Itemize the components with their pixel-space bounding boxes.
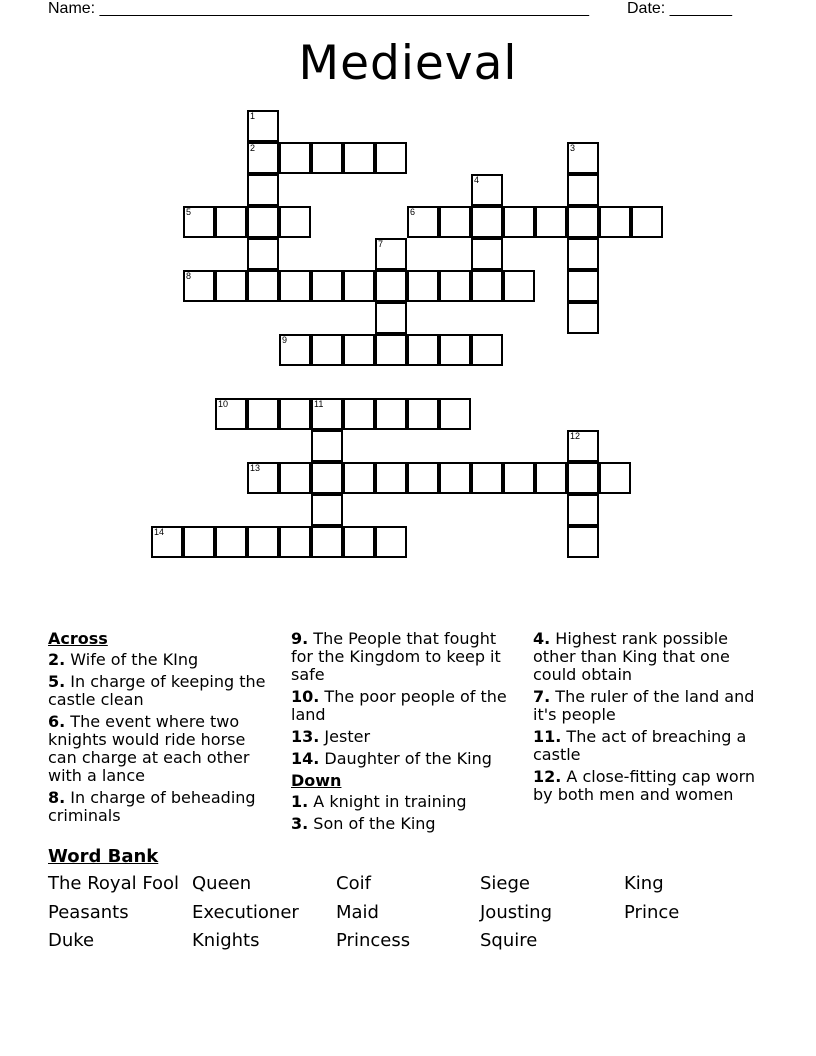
grid-cell[interactable] xyxy=(407,334,439,366)
across-clue-list xyxy=(48,651,278,825)
grid-cell[interactable] xyxy=(215,270,247,302)
clue-item xyxy=(291,750,523,768)
grid-cell[interactable] xyxy=(183,526,215,558)
grid-cell[interactable] xyxy=(375,334,407,366)
clue-number: 11 xyxy=(314,399,324,409)
clue-number: 5 xyxy=(186,207,192,217)
clue-item-text: Highest rank possible other than King that one could obtain xyxy=(533,629,730,684)
clues-column-1 xyxy=(48,630,278,829)
clue-number: 9 xyxy=(282,335,288,345)
clue-item xyxy=(533,728,768,764)
grid-cell[interactable] xyxy=(343,398,375,430)
clue-item-text: The poor people of the land xyxy=(291,687,507,724)
word-bank-item: Siege xyxy=(480,873,531,894)
grid-cell[interactable] xyxy=(567,270,599,302)
grid-cell[interactable] xyxy=(439,270,471,302)
grid-cell[interactable] xyxy=(279,270,311,302)
grid-cell[interactable] xyxy=(407,398,439,430)
grid-cell[interactable] xyxy=(215,206,247,238)
clue-number: 10 xyxy=(218,399,229,409)
grid-cell[interactable] xyxy=(567,462,599,494)
grid-cell[interactable] xyxy=(151,526,183,558)
grid-cell[interactable] xyxy=(535,206,567,238)
clue-item-number: 14. xyxy=(291,749,320,768)
word-bank-item: Prince xyxy=(624,902,680,923)
down-heading: Down xyxy=(291,771,342,790)
clue-number: 13 xyxy=(250,463,261,473)
clue-number: 12 xyxy=(570,431,581,441)
clue-number: 14 xyxy=(154,527,165,537)
grid-cell[interactable] xyxy=(375,238,407,270)
grid-cell[interactable] xyxy=(247,398,279,430)
grid-cell[interactable] xyxy=(567,302,599,334)
grid-cell[interactable] xyxy=(311,398,343,430)
clue-number: 6 xyxy=(410,207,416,217)
clue-item-number: 6. xyxy=(48,712,66,731)
clue-item-number: 10. xyxy=(291,687,320,706)
grid-cell[interactable] xyxy=(567,174,599,206)
grid-cell[interactable] xyxy=(439,462,471,494)
grid-cell[interactable] xyxy=(311,334,343,366)
grid-cell[interactable] xyxy=(279,206,311,238)
clue-item-number: 8. xyxy=(48,788,66,807)
clue-item-text: Daughter of the King xyxy=(319,749,492,768)
word-bank-item: Duke xyxy=(48,930,95,951)
grid-cell[interactable] xyxy=(343,334,375,366)
grid-cell[interactable] xyxy=(503,462,535,494)
grid-cell[interactable] xyxy=(375,398,407,430)
clue-item xyxy=(291,793,523,811)
grid-cell[interactable] xyxy=(247,110,279,142)
clue-item-number: 12. xyxy=(533,767,562,786)
clues-column-3 xyxy=(533,630,768,808)
grid-cell[interactable] xyxy=(535,462,567,494)
grid-cell[interactable] xyxy=(183,270,215,302)
grid-cell[interactable] xyxy=(279,526,311,558)
grid-cell[interactable] xyxy=(247,206,279,238)
date-field[interactable]: Date: _______ xyxy=(627,0,732,17)
grid-cell[interactable] xyxy=(375,462,407,494)
clue-item-number: 5. xyxy=(48,672,66,691)
word-bank-item: King xyxy=(624,873,664,894)
grid-cell[interactable] xyxy=(439,398,471,430)
grid-cell[interactable] xyxy=(471,206,503,238)
grid-cell[interactable] xyxy=(375,526,407,558)
clue-item xyxy=(291,688,523,724)
grid-cell[interactable] xyxy=(567,526,599,558)
word-bank-item: Jousting xyxy=(480,902,552,923)
clue-number: 1 xyxy=(250,111,256,121)
clue-item-text: The act of breaching a castle xyxy=(533,727,747,764)
clue-item xyxy=(291,630,523,684)
grid-cell[interactable] xyxy=(567,142,599,174)
page-title: Medieval xyxy=(298,36,518,91)
clue-item-number: 13. xyxy=(291,727,320,746)
word-bank-item: Coif xyxy=(336,873,371,894)
clue-item-text: A close-fitting cap worn by both men and women xyxy=(533,767,756,804)
grid-cell[interactable] xyxy=(183,206,215,238)
clue-item xyxy=(48,713,278,785)
clue-item-number: 1. xyxy=(291,792,309,811)
grid-cell[interactable] xyxy=(375,270,407,302)
clue-number: 8 xyxy=(186,271,192,281)
clues-column-2 xyxy=(291,630,523,837)
grid-cell[interactable] xyxy=(311,494,343,526)
grid-cell[interactable] xyxy=(247,142,279,174)
clue-item-text: Wife of the KIng xyxy=(65,650,199,669)
grid-cell[interactable] xyxy=(247,526,279,558)
clue-item xyxy=(48,651,278,669)
grid-cell[interactable] xyxy=(311,270,343,302)
clue-item-number: 2. xyxy=(48,650,66,669)
grid-cell[interactable] xyxy=(279,398,311,430)
grid-cell[interactable] xyxy=(247,174,279,206)
grid-cell[interactable] xyxy=(439,334,471,366)
clue-item-text: In charge of beheading criminals xyxy=(48,788,256,825)
down-clue-list xyxy=(291,793,523,833)
word-bank-item: Squire xyxy=(480,930,538,951)
clue-item xyxy=(291,728,523,746)
word-bank-item: Queen xyxy=(192,873,252,894)
grid-cell[interactable] xyxy=(311,142,343,174)
grid-cell[interactable] xyxy=(567,430,599,462)
across-heading: Across xyxy=(48,629,108,648)
name-field[interactable]: Name: _______________________________________________________ xyxy=(48,0,589,17)
grid-cell[interactable] xyxy=(471,334,503,366)
grid-cell[interactable] xyxy=(343,462,375,494)
clue-item-text: Jester xyxy=(319,727,371,746)
clue-item xyxy=(533,768,768,804)
across-clue-list-cont xyxy=(291,630,523,768)
grid-cell[interactable] xyxy=(375,302,407,334)
grid-cell[interactable] xyxy=(407,462,439,494)
clue-number: 7 xyxy=(378,239,384,249)
grid-cell[interactable] xyxy=(503,206,535,238)
grid-cell[interactable] xyxy=(439,206,471,238)
clue-item xyxy=(48,789,278,825)
word-bank-title: Word Bank xyxy=(48,846,159,867)
grid-cell[interactable] xyxy=(407,206,439,238)
grid-cell[interactable] xyxy=(567,206,599,238)
grid-cell[interactable] xyxy=(311,526,343,558)
clue-number: 2 xyxy=(250,143,256,153)
grid-cell[interactable] xyxy=(215,398,247,430)
grid-cell[interactable] xyxy=(279,334,311,366)
word-bank-item: The Royal Fool xyxy=(48,873,180,894)
clue-item-text: The ruler of the land and it's people xyxy=(533,687,755,724)
grid-cell[interactable] xyxy=(631,206,663,238)
grid-cell[interactable] xyxy=(471,238,503,270)
grid-cell[interactable] xyxy=(247,238,279,270)
grid-cell[interactable] xyxy=(279,462,311,494)
grid-cell[interactable] xyxy=(567,494,599,526)
grid-cell[interactable] xyxy=(375,142,407,174)
clue-item xyxy=(48,673,278,709)
clue-item-number: 3. xyxy=(291,814,309,833)
clue-item-text: In charge of keeping the castle clean xyxy=(48,672,266,709)
grid-cell[interactable] xyxy=(247,270,279,302)
grid-cell[interactable] xyxy=(215,526,247,558)
grid-cell[interactable] xyxy=(567,238,599,270)
grid-cell[interactable] xyxy=(279,142,311,174)
clue-number: 4 xyxy=(474,175,480,185)
clue-item-text: A knight in training xyxy=(308,792,467,811)
grid-cell[interactable] xyxy=(599,206,631,238)
grid-cell[interactable] xyxy=(311,430,343,462)
grid-cell[interactable] xyxy=(471,462,503,494)
word-bank-item: Executioner xyxy=(192,902,299,923)
grid-cell[interactable] xyxy=(503,270,535,302)
grid-cell[interactable] xyxy=(599,462,631,494)
grid-cell[interactable] xyxy=(247,462,279,494)
clue-item xyxy=(291,815,523,833)
word-bank-item: Princess xyxy=(336,930,411,951)
word-bank-item: Maid xyxy=(336,902,379,923)
word-bank-item: Peasants xyxy=(48,902,129,923)
grid-cell[interactable] xyxy=(343,526,375,558)
grid-cell[interactable] xyxy=(471,174,503,206)
clue-item xyxy=(533,688,768,724)
grid-cell[interactable] xyxy=(471,270,503,302)
grid-cell[interactable] xyxy=(407,270,439,302)
grid-cell[interactable] xyxy=(311,462,343,494)
down-clue-list-cont xyxy=(533,630,768,804)
clue-item-number: 11. xyxy=(533,727,562,746)
clue-item-text: The event where two knights would ride horse can charge at each other with a lance xyxy=(48,712,250,785)
clue-item-text: The People that fought for the Kingdom to keep it safe xyxy=(291,629,501,684)
clue-item-number: 7. xyxy=(533,687,551,706)
word-bank-item: Knights xyxy=(192,930,260,951)
clue-item-number: 4. xyxy=(533,629,551,648)
grid-cell[interactable] xyxy=(343,142,375,174)
clue-item-text: Son of the King xyxy=(308,814,436,833)
clue-number: 3 xyxy=(570,143,576,153)
clue-item xyxy=(533,630,768,684)
grid-cell[interactable] xyxy=(343,270,375,302)
clue-item-number: 9. xyxy=(291,629,309,648)
